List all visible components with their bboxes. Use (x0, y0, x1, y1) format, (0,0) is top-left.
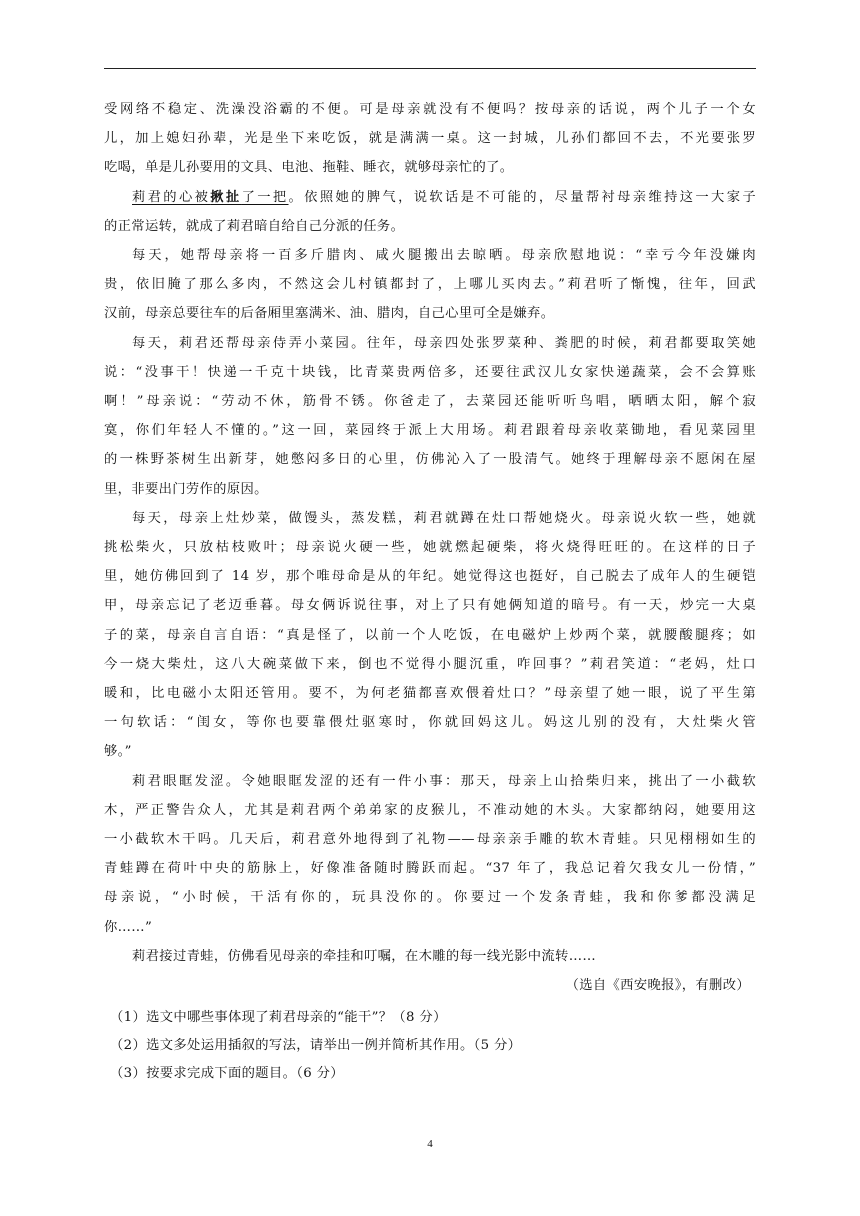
source-attribution: （选自《西安晚报》，有删改） (565, 978, 750, 993)
text-line: 每天，莉君还帮母亲侍弄小菜园。往年，母亲四处张罗菜种、粪肥的时候，莉君都要取笑她 (132, 335, 756, 351)
text-line: 一小截软木干吗。几天后，莉君意外地得到了礼物——母亲亲手雕的软木青蛙。只见栩栩如生的 (104, 832, 756, 847)
text-line: 一句软话：“闺女，等你也要靠偎灶驱寒时，你就回妈这儿。妈这儿别的没有，大灶柴火管 (104, 715, 756, 731)
page-number: 4 (427, 1138, 433, 1150)
text-line: 每天，母亲上灶炒菜，做馒头，蒸发糕，莉君就蹲在灶口帮她烧火。母亲说火软一些，她就 (132, 510, 756, 526)
text-line: 木，严正警告众人，尤其是莉君两个弟弟家的皮猴儿，不准动她的木头。大家都纳闷，她要用这 (104, 802, 756, 818)
phrase-part: 莉君的心被 (132, 189, 211, 205)
text-line: 汉前，母亲总要往车的后备厢里塞满米、油、腊肉，自己心里可全是嫌弃。 (104, 306, 555, 322)
phrase-part: 了一把 (241, 189, 289, 205)
header-rule (104, 68, 756, 69)
bold-word: 揪扯 (210, 189, 242, 205)
text-line: 今一烧大柴灶，这八大碗菜做下来，倒也不觉得小腿沉重，咋回事？”莉君笑道：“老妈，灶口 (104, 656, 756, 672)
question-item: （3）按要求完成下面的题目。（6 分） (110, 1066, 344, 1082)
text-line: 每天，她帮母亲将一百多斤腊肉、咸火腿搬出去晾晒。母亲欣慰地说：“幸亏今年没嫌肉 (132, 248, 756, 263)
text-line: 甲，母亲忘记了老迈垂暮。母女俩诉说往事，对上了只有她俩知道的暗号。有一天，炒完一大桌 (104, 598, 756, 614)
underlined-phrase (132, 190, 289, 205)
text-line: 青蛙蹲在荷叶中央的筋脉上，好像准备随时腾跃而起。“37 年了，我总记着欠我女儿一份情，” (104, 861, 756, 877)
text-line: 子的菜，母亲自言自语：“真是怪了，以前一个人吃饭，在电磁炉上炒两个菜，就腰酸腿疼；如 (104, 627, 756, 643)
text-line: 里，她仿佛回到了 14 岁，那个唯母命是从的年纪。她觉得这也挺好，自己脱去了成年人的生硬铠 (104, 569, 756, 585)
text-line: 啊！”母亲说：“劳动不休，筋骨不锈。你爸走了，去菜园还能听听鸟唱，晒晒太阳，解个寂 (104, 394, 756, 409)
text-line: 暖和，比电磁小太阳还管用。要不，为何老猫都喜欢偎着灶口？”母亲望了她一眼，说了平生第 (104, 686, 756, 701)
text-line: 够。” (104, 744, 132, 760)
text-line: 里，非要出门劳作的原因。 (104, 481, 268, 497)
text-line: 的正常运转，就成了莉君暗自给自己分派的任务。 (104, 218, 405, 234)
phrase-rest: 。依照她的脾气，说软话是不可能的，尽量帮衬母亲维持这一大家子 (288, 189, 757, 205)
text-line (132, 189, 756, 207)
text-line: 莉君接过青蛙，仿佛看见母亲的牵挂和叮嘱，在木雕的每一线光影中流转…… (132, 948, 596, 964)
text-line: 贵，依旧腌了那么多肉，不然这会儿村镇都封了，上哪儿买肉去。”莉君听了惭愧，往年，回武 (104, 277, 756, 293)
text-line: 寞，你们年轻人不懂的。”这一回，菜园终于派上大用场。莉君跟着母亲收菜锄地，看见菜园里 (104, 423, 756, 439)
question-item: （1）选文中哪些事体现了莉君母亲的“能干”？（8 分） (110, 1010, 447, 1026)
text-line: 莉君眼眶发涩。令她眼眶发涩的还有一件小事：那天，母亲上山拾柴归来，挑出了一小截软 (132, 773, 756, 789)
text-line: 儿，加上媳妇孙辈，光是坐下来吃饭，就是满满一桌。这一封城，儿孙们都回不去，不光要张罗 (104, 131, 756, 147)
text-line: 你……” (104, 919, 153, 935)
text-line: 母亲说，“小时候，干活有你的，玩具没你的。你要过一个发条青蛙，我和你爹都没满足 (104, 890, 756, 906)
text-line: 说：“没事干！快递一千克十块钱，比青菜贵两倍多，还要往武汉儿女家快递蔬菜，会不会算账 (104, 364, 756, 380)
text-line: 受网络不稳定、洗澡没浴霸的不便。可是母亲就没有不便吗？按母亲的话说，两个儿子一个女 (104, 102, 756, 117)
question-item: （2）选文多处运用插叙的写法，请举出一例并简析其作用。（5 分） (110, 1038, 522, 1054)
text-line: 挑松柴火，只放枯枝败叶；母亲说火硬一些，她就燃起硬柴，将火烧得旺旺的。在这样的日子 (104, 540, 756, 555)
text-line: 吃喝，单是儿孙要用的文具、电池、拖鞋、睡衣，就够母亲忙的了。 (104, 160, 514, 176)
text-line: 的一株野茶树生出新芽，她憋闷多日的心里，仿佛沁入了一股清气。她终于理解母亲不愿闲在屋 (104, 452, 756, 468)
